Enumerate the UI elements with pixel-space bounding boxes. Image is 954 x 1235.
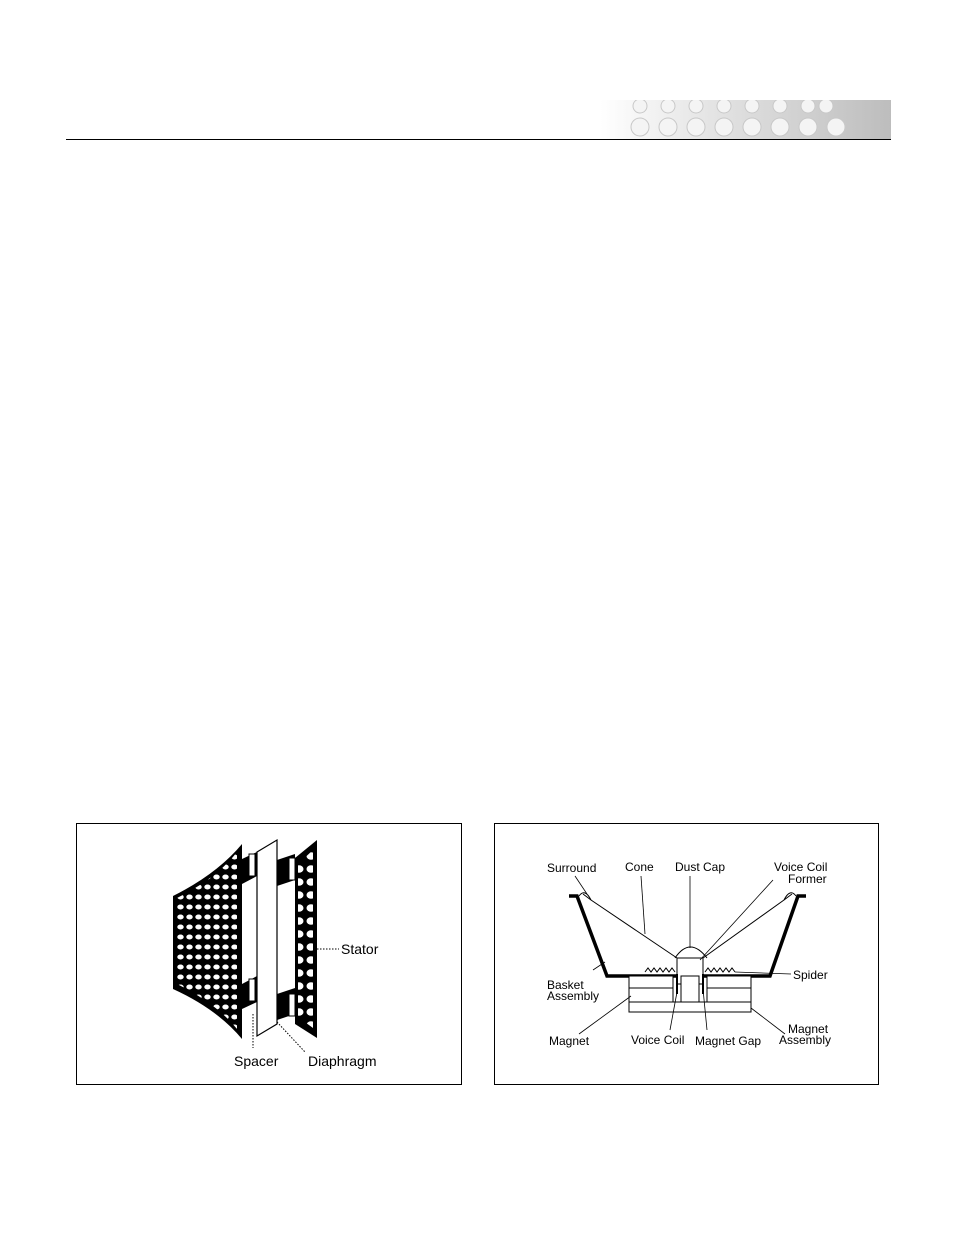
- spacer-label: Spacer: [234, 1053, 279, 1069]
- spider-label: Spider: [793, 968, 828, 982]
- voice-coil-former-label-line2: Former: [788, 872, 827, 886]
- dust-cap-label: Dust Cap: [675, 860, 726, 874]
- diaphragm-sheet: [257, 840, 277, 1036]
- dust-cap: [675, 947, 707, 958]
- back-spacer-bottom-face: [249, 979, 255, 1001]
- dynamic-driver-diagram: [495, 824, 878, 1084]
- electrostatic-diagram-box: [76, 823, 462, 1085]
- spider-left: [645, 968, 675, 972]
- back-plate: [629, 1002, 751, 1012]
- diaphragm-label: Diaphragm: [308, 1053, 377, 1069]
- top-plate-right: [707, 976, 751, 988]
- basket-outline: [569, 896, 677, 976]
- magnet-assembly-label-line1: Magnet: [788, 1022, 829, 1036]
- cone-leader: [641, 876, 645, 934]
- header-rule: [66, 139, 891, 140]
- magnet-gap-label: Magnet Gap: [695, 1034, 762, 1048]
- surround-label: Surround: [547, 861, 597, 875]
- cone-label: Cone: [625, 860, 654, 874]
- voice-coil-label: Voice Coil: [631, 1033, 685, 1047]
- back-spacer-top-face: [249, 854, 255, 876]
- magnet-assembly-label-line2: Assembly: [779, 1033, 832, 1047]
- front-spacer-top-face: [289, 858, 295, 880]
- header-decoration: [600, 100, 891, 140]
- magnet-label: Magnet: [549, 1034, 590, 1048]
- front-stator-holes: [298, 850, 313, 1028]
- spider-leader: [735, 972, 791, 974]
- basket-outline-right: [703, 896, 806, 976]
- front-spacer-bottom-face: [289, 994, 295, 1016]
- magnet-assembly-leader: [751, 1008, 785, 1034]
- voice-coil-former-label-line1: Voice Coil: [774, 860, 828, 874]
- surround-leader: [575, 876, 587, 894]
- top-plate-left: [629, 976, 673, 988]
- magnet-left: [629, 988, 673, 1002]
- stator-label: Stator: [341, 941, 379, 957]
- electrostatic-diagram: [77, 824, 461, 1084]
- basket-assembly-label-line1: Basket: [547, 978, 584, 992]
- voice-coil-former-leader: [700, 880, 773, 960]
- dynamic-driver-diagram-box: [494, 823, 879, 1085]
- spider-right: [705, 968, 735, 972]
- magnet-right: [707, 988, 751, 1002]
- basket-assembly-label-line2: Assembly: [547, 989, 600, 1003]
